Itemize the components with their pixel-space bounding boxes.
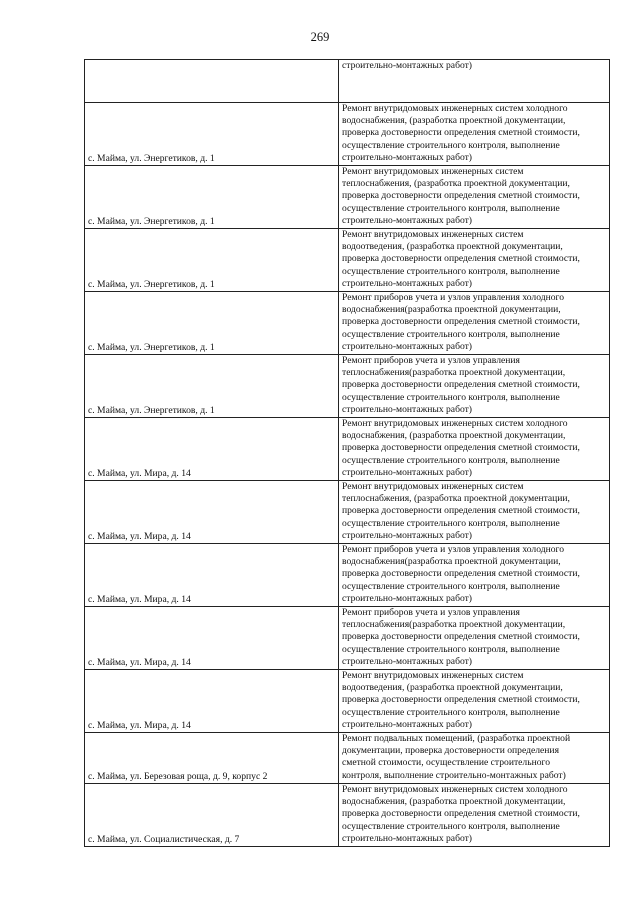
table-row — [85, 670, 610, 733]
address-cell: с. Майма, ул. Энергетиков, д. 1 — [85, 103, 339, 166]
address-cell: с. Майма, ул. Энергетиков, д. 1 — [85, 229, 339, 292]
address-cell: с. Майма, ул. Мира, д. 14 — [85, 418, 339, 481]
address-cell: с. Майма, ул. Мира, д. 14 — [85, 544, 339, 607]
works-table-body — [85, 60, 610, 847]
description-cell: Ремонт подвальных помещений, (разработка проектной документации, проверка достоверности определения сметной стоимости, осуществление строительного контроля, выполнение строительно-монтажных работ) — [339, 733, 610, 784]
address-cell: с. Майма, ул. Энергетиков, д. 1 — [85, 292, 339, 355]
table-row — [85, 103, 610, 166]
description-cell: Ремонт приборов учета и узлов управления теплоснабжения(разработка проектной документации, проверка достоверности определения сметной стоимости, осуществление строительного контроля, выполнение строительно-монтажных работ) — [339, 607, 610, 670]
table-row — [85, 229, 610, 292]
table-row — [85, 784, 610, 847]
description-cell: Ремонт внутридомовых инженерных систем холодного водоснабжения, (разработка проектной документации, проверка достоверности определения сметной стоимости, осуществление строительного контроля, выполнение строительно-монтажных работ) — [339, 784, 610, 847]
table-row — [85, 166, 610, 229]
address-cell: с. Майма, ул. Березовая роща, д. 9, корпус 2 — [85, 733, 339, 784]
description-cell: Ремонт внутридомовых инженерных систем холодного водоснабжения, (разработка проектной документации, проверка достоверности определения сметной стоимости, осуществление строительного контроля, выполнение строительно-монтажных работ) — [339, 418, 610, 481]
address-cell: с. Майма, ул. Мира, д. 14 — [85, 670, 339, 733]
table-row — [85, 292, 610, 355]
table-row — [85, 481, 610, 544]
table-row — [85, 355, 610, 418]
description-cell: Ремонт внутридомовых инженерных систем теплоснабжения, (разработка проектной документации, проверка достоверности определения сметной стоимости, осуществление строительного контроля, выполнение строительно-монтажных работ) — [339, 481, 610, 544]
address-cell: с. Майма, ул. Социалистическая, д. 7 — [85, 784, 339, 847]
description-cell: Ремонт приборов учета и узлов управления холодного водоснабжения(разработка проектной документации, проверка достоверности определения сметной стоимости, осуществление строительного контроля, выполнение строительно-монтажных работ) — [339, 544, 610, 607]
table-row — [85, 607, 610, 670]
address-cell: с. Майма, ул. Энергетиков, д. 1 — [85, 166, 339, 229]
address-cell: с. Майма, ул. Мира, д. 14 — [85, 481, 339, 544]
address-cell: с. Майма, ул. Энергетиков, д. 1 — [85, 355, 339, 418]
table-row — [85, 544, 610, 607]
address-cell: с. Майма, ул. Мира, д. 14 — [85, 607, 339, 670]
description-cell: Ремонт приборов учета и узлов управления теплоснабжения(разработка проектной документации, проверка достоверности определения сметной стоимости, осуществление строительного контроля, выполнение строительно-монтажных работ) — [339, 355, 610, 418]
table-row — [85, 733, 610, 784]
table-row — [85, 418, 610, 481]
description-cell: Ремонт внутридомовых инженерных систем теплоснабжения, (разработка проектной документации, проверка достоверности определения сметной стоимости, осуществление строительного контроля, выполнение строительно-монтажных работ) — [339, 166, 610, 229]
description-cell: Ремонт внутридомовых инженерных систем водоотведения, (разработка проектной документации, проверка достоверности определения сметной стоимости, осуществление строительного контроля, выполнение строительно-монтажных работ) — [339, 670, 610, 733]
works-table — [84, 59, 610, 847]
description-cell: строительно-монтажных работ) — [339, 60, 610, 103]
page-number: 269 — [310, 30, 330, 44]
address-cell — [85, 60, 339, 103]
description-cell: Ремонт внутридомовых инженерных систем холодного водоснабжения, (разработка проектной документации, проверка достоверности определения сметной стоимости, осуществление строительного контроля, выполнение строительно-монтажных работ) — [339, 103, 610, 166]
description-cell: Ремонт приборов учета и узлов управления холодного водоснабжения(разработка проектной документации, проверка достоверности определения сметной стоимости, осуществление строительного контроля, выполнение строительно-монтажных работ) — [339, 292, 610, 355]
table-row — [85, 60, 610, 103]
description-cell: Ремонт внутридомовых инженерных систем водоотведения, (разработка проектной документации, проверка достоверности определения сметной стоимости, осуществление строительного контроля, выполнение строительно-монтажных работ) — [339, 229, 610, 292]
